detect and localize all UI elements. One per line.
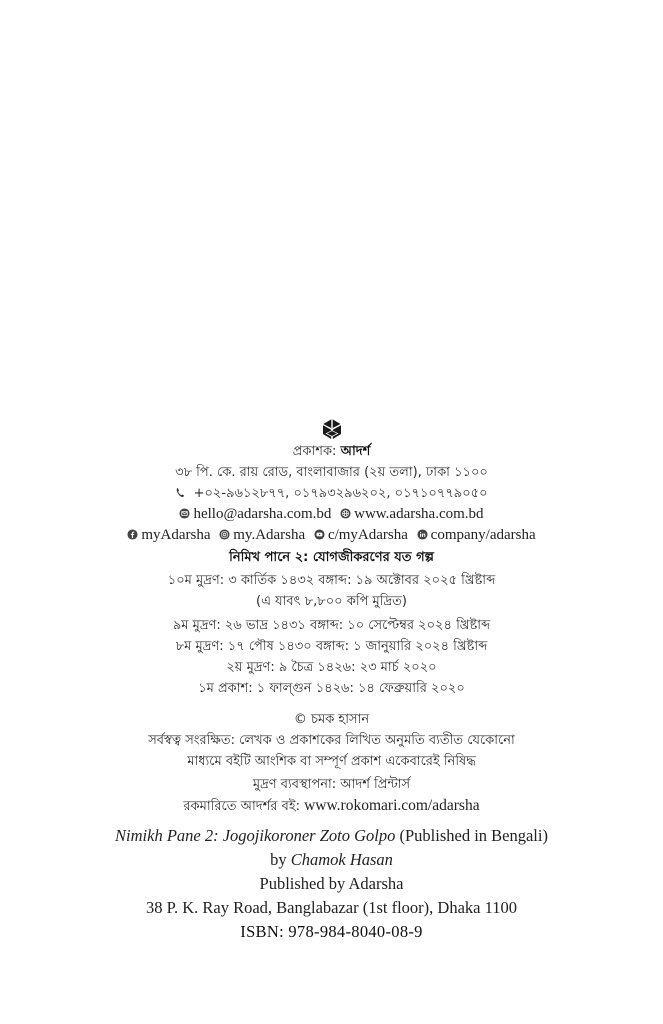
publisher-label: প্রকাশক: (292, 444, 337, 459)
social-facebook[interactable]: myAdarsha (141, 527, 211, 543)
facebook-icon (127, 529, 138, 540)
linkedin-icon (417, 529, 428, 540)
printing-10th: ১০ম মুদ্রণ: ৩ কার্তিক ১৪৩২ বঙ্গাব্দ: ১৯ অক্টোবর ২০২৫ খ্রিষ্টাব্দ (167, 573, 496, 588)
phone-icon (175, 487, 186, 498)
globe-icon (340, 508, 351, 519)
publisher-website[interactable]: www.adarsha.com.bd (354, 506, 484, 522)
social-youtube[interactable]: c/myAdarsha (327, 527, 408, 543)
publisher-line (0, 441, 663, 462)
author-line (0, 848, 663, 872)
rights-reserved-line-1: সর্বস্বত্ব সংরক্ষিত: লেখক ও প্রকাশকের লিখিত অনুমতি ব্যতীত যেকোনো (148, 733, 515, 748)
youtube-icon (314, 529, 325, 540)
printing-2nd: ২য় মুদ্রণ: ৯ চৈত্র ১৪২৬: ২৩ মার্চ ২০২০ (226, 660, 437, 675)
printing-8th: ৮ম মুদ্রণ: ১৭ পৌষ ১৪৩০ বঙ্গাব্দ: ১ জানুয়ারি ২০২৪ খ্রিষ্টাব্দ (175, 639, 488, 654)
social-linkedin[interactable]: company/adarsha (430, 527, 536, 543)
contact-line (0, 504, 663, 525)
rokomari-url[interactable]: www.rokomari.com/adarsha (304, 797, 480, 814)
printer-block (0, 774, 663, 817)
rokomari-label: রকমারিতে আদর্শর বই: (183, 799, 300, 814)
book-title-bengali: নিমিখ পানে ২: যোগজীকরণের যত গল্প (229, 550, 434, 565)
adarsha-logo-icon (322, 419, 342, 439)
publisher-block (0, 441, 663, 546)
publisher-name: আদর্শ (340, 444, 371, 459)
publisher-phones-line (0, 483, 663, 504)
author-name: Chamok Hasan (290, 850, 393, 869)
first-publication: ১ম প্রকাশ: ১ ফাল্গুন ১৪২৬: ১৪ ফেব্রুয়ারি ২০২০ (198, 681, 465, 696)
instagram-icon (219, 529, 230, 540)
english-title-suffix: (Published in Bengali) (399, 826, 548, 845)
publisher-email[interactable]: hello@adarsha.com.bd (193, 506, 332, 522)
printing-copies-total: (এ যাবৎ ৮,৮০০ কপি মুদ্রিত) (256, 594, 407, 609)
rights-reserved-line-2: মাধ্যমে বইটি আংশিক বা সম্পূর্ণ প্রকাশ একেবারেই নিষিদ্ধ (187, 754, 476, 769)
print-management: মুদ্রণ ব্যবস্থাপনা: আদর্শ প্রিন্টার্স (252, 777, 411, 792)
copyright-block (0, 709, 663, 772)
social-line (0, 525, 663, 546)
rokomari-line (0, 795, 663, 817)
book-block (0, 547, 663, 699)
email-icon (179, 508, 190, 519)
english-block (0, 824, 663, 944)
by-label: by (270, 850, 287, 869)
published-by: Published by Adarsha (259, 874, 404, 893)
english-title: Nimikh Pane 2: Jogojikoroner Zoto Golpo (115, 826, 396, 845)
publisher-address: ৩৮ পি. কে. রায় রোড, বাংলাবাজার (২য় তলা), ঢাকা ১১০০ (175, 465, 488, 480)
english-address: 38 P. K. Ray Road, Banglabazar (1st floor), Dhaka 1100 (145, 898, 518, 917)
printing-9th: ৯ম মুদ্রণ: ২৬ ভাদ্র ১৪৩১ বঙ্গাব্দ: ১০ সেপ্টেম্বর ২০২৪ খ্রিষ্টাব্দ (172, 618, 491, 633)
copyright-holder: © চমক হাসান (293, 712, 370, 727)
isbn: ISBN: 978-984-8040-08-9 (240, 922, 423, 941)
english-title-line (0, 824, 663, 848)
social-instagram[interactable]: my.Adarsha (233, 527, 306, 543)
publisher-phones: +০২-৯৬১২৮৭৭, ০১৭৯৩২৯৬২০২, ০১৭১০৭৭৯০৫০ (193, 486, 488, 501)
